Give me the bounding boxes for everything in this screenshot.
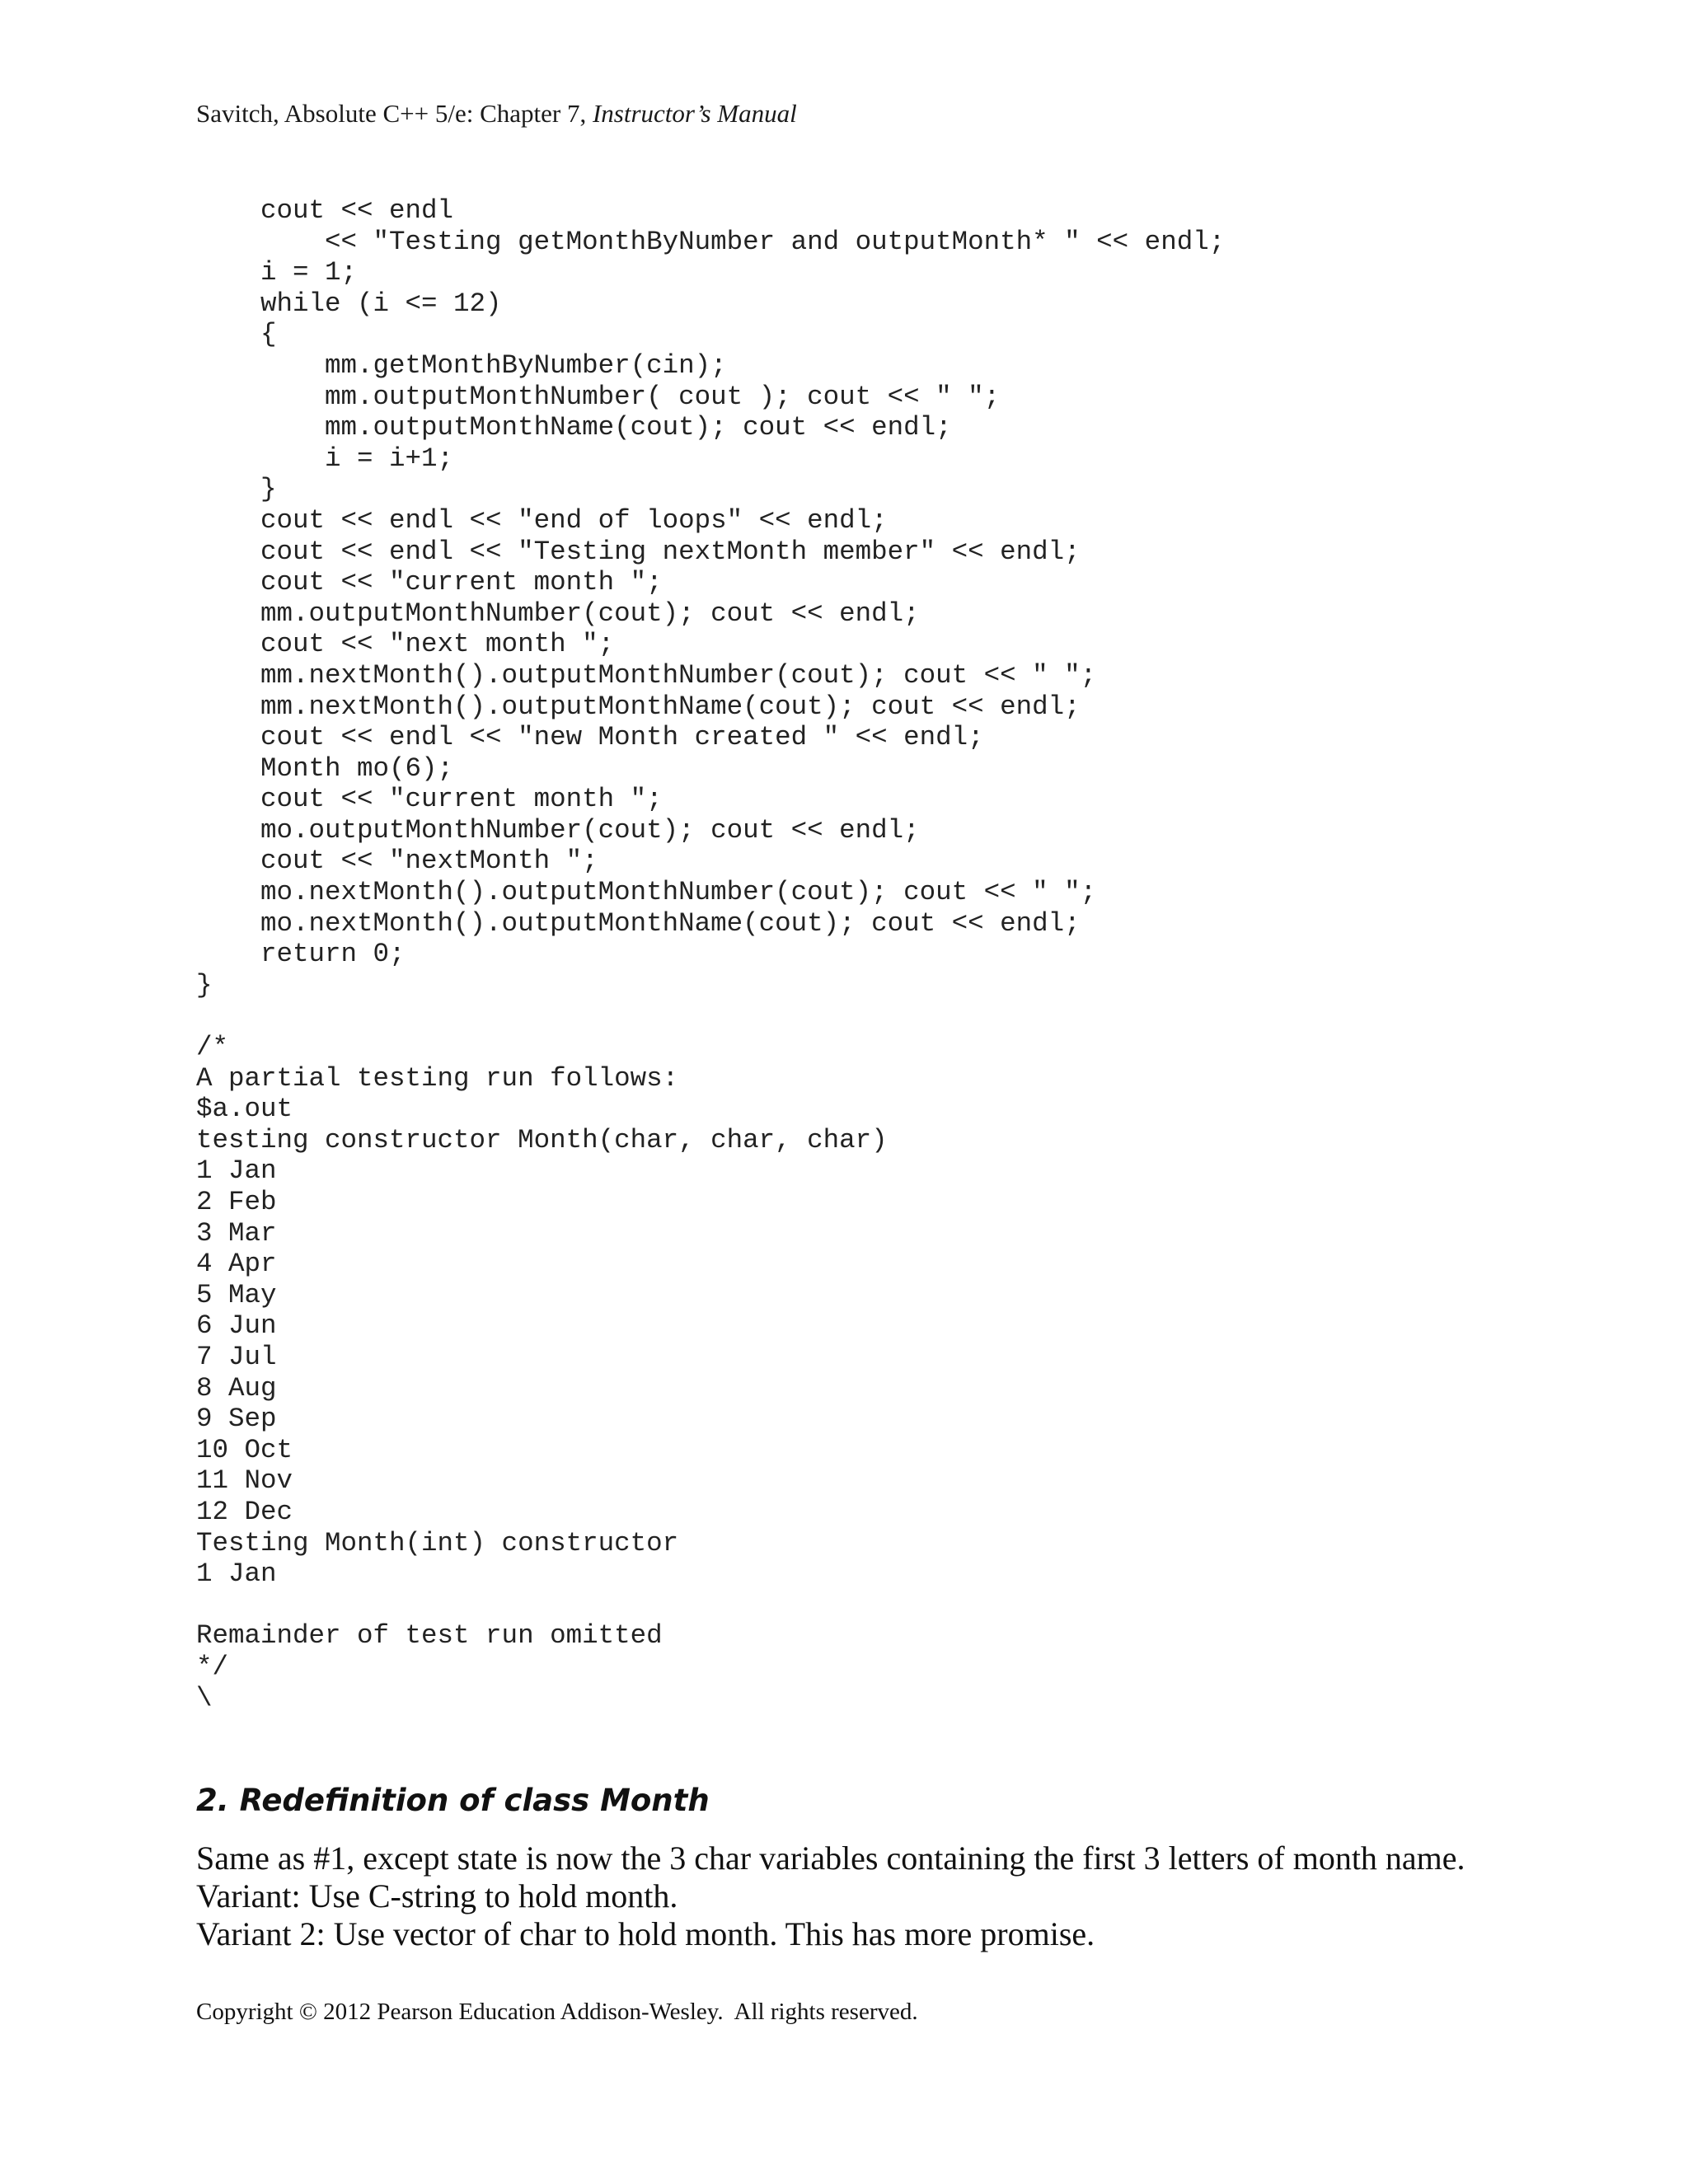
code-line: mo.outputMonthNumber(cout); cout << endl; (196, 814, 920, 846)
code-line: */ (196, 1651, 229, 1682)
code-line: cout << "nextMonth "; (196, 846, 598, 877)
header-title: Savitch, Absolute C++ 5/e: Chapter 7, (196, 99, 593, 128)
code-line: mo.nextMonth().outputMonthNumber(cout); cout << " "; (196, 877, 1097, 908)
body-paragraph: Same as #1, except state is now the 3 char variables containing the first 3 letters of month name. (196, 1840, 1465, 1877)
code-line: cout << endl << "new Month created " << endl; (196, 722, 984, 753)
code-line: A partial testing run follows: (196, 1062, 679, 1094)
section-heading: 2. Redefinition of class Month (196, 1783, 710, 1818)
code-line: 1 Jan (196, 1558, 277, 1590)
code-line: Remainder of test run omitted (196, 1620, 663, 1652)
code-line: /* (196, 1032, 229, 1063)
code-line: 1 Jan (196, 1155, 277, 1187)
code-line: mo.nextMonth().outputMonthName(cout); cout << endl; (196, 907, 1081, 939)
code-line: 7 Jul (196, 1341, 277, 1372)
code-line: 11 Nov (196, 1465, 293, 1497)
code-line: cout << endl (196, 195, 454, 226)
code-line: mm.nextMonth().outputMonthName(cout); cout << endl; (196, 691, 1081, 722)
code-line: 2 Feb (196, 1187, 277, 1217)
code-line: i = i+1; (196, 443, 454, 474)
code-line: 10 Oct (196, 1434, 293, 1465)
code-line: 3 Mar (196, 1217, 277, 1249)
body-paragraph: Variant: Use C-string to hold month. (196, 1877, 678, 1915)
code-line: cout << "next month "; (196, 629, 615, 660)
code-line: 4 Apr (196, 1249, 277, 1280)
code-line: { (196, 319, 277, 350)
code-line: $a.out (196, 1094, 293, 1125)
code-line: 6 Jun (196, 1310, 277, 1342)
code-line: i = 1; (196, 257, 358, 288)
code-line: mm.outputMonthName(cout); cout << endl; (196, 412, 952, 443)
code-line: \ (196, 1682, 213, 1713)
code-line: mm.nextMonth().outputMonthNumber(cout); cout << " "; (196, 659, 1097, 691)
code-line: 9 Sep (196, 1404, 277, 1435)
code-line: while (i <= 12) (196, 288, 502, 319)
section-body (196, 1840, 1465, 1953)
code-listing (196, 195, 1225, 1713)
code-line: Testing Month(int) constructor (196, 1527, 679, 1558)
code-line: return 0; (196, 939, 406, 970)
code-line: } (196, 969, 213, 1001)
code-line: cout << endl << "Testing nextMonth member" << endl; (196, 536, 1081, 567)
header-manual-title: Instructor’s Manual (592, 99, 797, 128)
body-paragraph: Variant 2: Use vector of char to hold month. This has more promise. (196, 1915, 1095, 1952)
code-line: 5 May (196, 1279, 277, 1310)
code-line: cout << "current month "; (196, 784, 663, 815)
code-line: Month mo(6); (196, 752, 454, 784)
code-line: << "Testing getMonthByNumber and outputMonth* " << endl; (196, 226, 1226, 257)
code-line: 12 Dec (196, 1496, 293, 1527)
code-line: 8 Aug (196, 1372, 277, 1404)
code-line: cout << "current month "; (196, 567, 663, 598)
page-header (196, 97, 797, 130)
code-line: mm.outputMonthNumber(cout); cout << endl; (196, 598, 920, 629)
copyright-footer: Copyright © 2012 Pearson Education Addison-Wesley. All rights reserved. (196, 1999, 918, 2025)
code-line: mm.outputMonthNumber( cout ); cout << " "; (196, 381, 1001, 412)
code-line: } (196, 474, 277, 505)
code-line: testing constructor Month(char, char, char) (196, 1124, 888, 1155)
code-line: cout << endl << "end of loops" << endl; (196, 504, 888, 536)
code-line: mm.getMonthByNumber(cin); (196, 349, 727, 381)
